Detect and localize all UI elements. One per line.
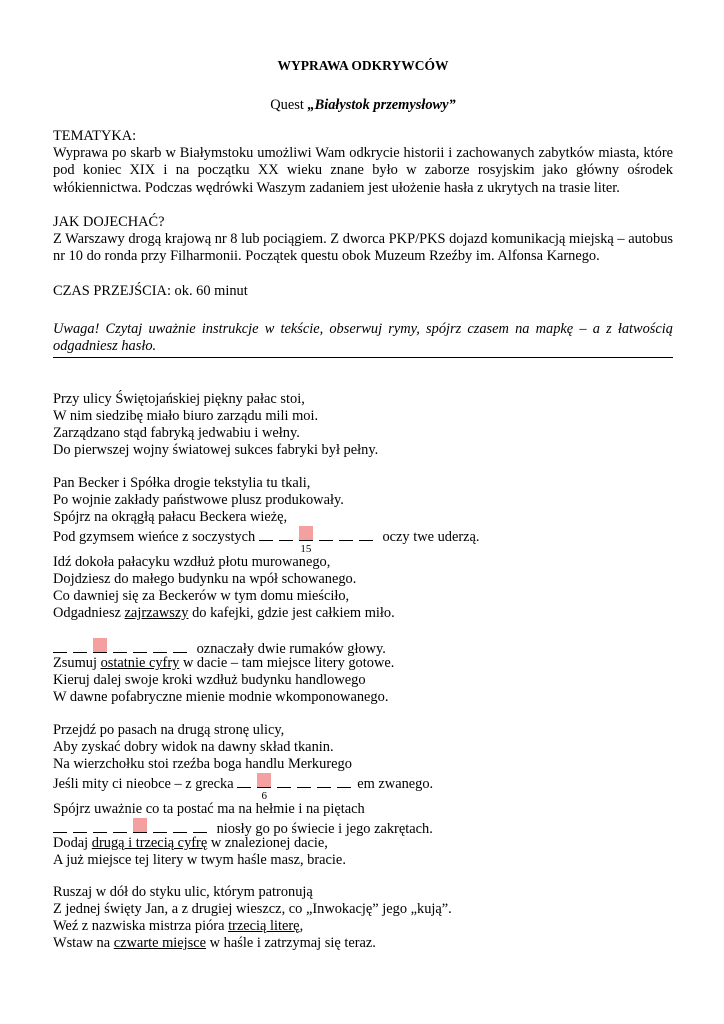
- letter-blank[interactable]: [93, 822, 107, 833]
- poem-line: [53, 935, 673, 952]
- letter-blank[interactable]: [53, 642, 67, 653]
- stanza-3: [53, 638, 673, 706]
- poem-text: em zwanego.: [357, 775, 434, 792]
- letter-blank[interactable]: [113, 642, 127, 653]
- letter-blank[interactable]: [259, 530, 273, 541]
- poem-line: Do pierwszej wojny światowej sukces fabryki był pełny.: [53, 441, 379, 458]
- poem-line: Idź dokoła pałacyku wzdłuż płotu murowanego,: [53, 554, 331, 570]
- letter-blank[interactable]: [339, 530, 353, 541]
- letter-blank[interactable]: [297, 777, 311, 788]
- poem-text: w dacie – tam miejsce litery gotowe.: [182, 654, 395, 671]
- poem-text: Pod gzymsem wieńce z soczystych: [53, 528, 256, 545]
- underlined-clue: trzecią literę: [228, 917, 300, 934]
- poem-text: oznaczały dwie rumaków głowy.: [196, 641, 386, 657]
- poem-line: Na wierzchołku stoi rzeźba boga handlu Merkurego: [53, 755, 352, 772]
- poem-text: Wstaw na: [53, 934, 111, 951]
- letter-blank[interactable]: [193, 822, 207, 833]
- letter-blank[interactable]: [173, 822, 187, 833]
- letter-blank-highlighted[interactable]: [257, 773, 271, 802]
- stanza-6: [53, 884, 673, 952]
- letter-blank[interactable]: [317, 777, 331, 788]
- poem-line: [53, 835, 673, 852]
- poem-line: Przy ulicy Świętojańskiej piękny pałac stoi,: [53, 391, 305, 407]
- letter-blank[interactable]: [359, 530, 373, 541]
- tematyka-heading: TEMATYKA:: [53, 128, 137, 144]
- letter-blank[interactable]: [337, 777, 351, 788]
- letter-blank[interactable]: [173, 642, 187, 653]
- tematyka-text: Wyprawa po skarb w Białymstoku umożliwi Wam odkrycie historii i zachowanych zabytków miasta, które pod koniec XIX i na początku XX wieku znane było w zaborze rosyjskim jako główny ośrodek włókiennictwa. Podczas wędrówki Waszym zadaniem jest ułożenie hasła z ukrytych na trasie liter.: [53, 145, 673, 196]
- poem-line: Kieruj dalej swoje kroki wzdłuż budynku handlowego: [53, 671, 366, 688]
- poem-line-with-blanks: [53, 638, 673, 655]
- poem-text: w haśle i zatrzymaj się teraz.: [209, 934, 376, 951]
- letter-blank-highlighted[interactable]: [133, 818, 147, 833]
- poem-line: W dawne pofabryczne mienie modnie wkomponowanego.: [53, 688, 389, 705]
- letter-blank[interactable]: [153, 822, 167, 833]
- poem-line: Pan Becker i Spółka drogie tekstylia tu tkali,: [53, 475, 311, 491]
- poem-text: oczy twe uderzą.: [382, 528, 480, 545]
- stanza-2-continued: [53, 554, 673, 622]
- poem-text: Dodaj: [53, 834, 89, 851]
- poem-text: Jeśli mity ci nieobce – z greckа: [53, 775, 234, 792]
- letter-blank-highlighted[interactable]: [93, 638, 107, 653]
- stanza-2: [53, 475, 673, 555]
- poem-line: Z jednej święty Jan, a z drugiej wieszcz, co „Inwokację” jego „kują”.: [53, 900, 452, 917]
- poem-line: Spójrz uważnie co ta postać ma na hełmie i na piętach: [53, 801, 365, 817]
- quest-name: „Białystok przemysłowy”: [307, 97, 456, 113]
- poem-line-with-blanks: [53, 818, 673, 835]
- stanza-1: [53, 391, 673, 459]
- poem-line: Ruszaj w dół do styku ulic, którym patronują: [53, 884, 313, 900]
- letter-blank[interactable]: [279, 530, 293, 541]
- quest-prefix: Quest: [270, 97, 304, 113]
- poem-text: niosły go po świecie i jego zakrętach.: [216, 820, 433, 837]
- uwaga-note: Uwaga! Czytaj uważnie instrukcje w tekście, obserwuj rymy, spójrz czasem na mapkę – a z łatwością odgadniesz hasło.: [53, 321, 673, 358]
- letter-blank[interactable]: [73, 822, 87, 833]
- stanza-5: [53, 801, 673, 869]
- underlined-clue: zajrzawszy: [124, 604, 189, 621]
- poem-text: do kafejki, gdzie jest całkiem miło.: [192, 604, 395, 621]
- letter-blank[interactable]: [133, 642, 147, 653]
- dojazd-text: Z Warszawy drogą krajową nr 8 lub pociągiem. Z dworca PKP/PKS dojazd komunikacją miejską – autobus nr 10 do ronda przy Filharmonii. Początek questu obok Muzeum Rzeźby im. Alfonsa Karnego.: [53, 231, 673, 265]
- poem-line: Spójrz na okrągłą pałacu Beckera wieżę,: [53, 508, 288, 525]
- czas-przejscia: CZAS PRZEJŚCIA: ok. 60 minut: [53, 283, 248, 299]
- position-number: 15: [300, 542, 312, 555]
- poem-line: Zarządzano stąd fabryką jedwabiu i wełny.: [53, 424, 300, 441]
- letter-blank[interactable]: [237, 777, 251, 788]
- section-tematyka: [53, 128, 673, 197]
- position-number: 6: [261, 789, 267, 802]
- underlined-clue: czwarte miejsce: [113, 934, 207, 951]
- letter-blank[interactable]: [153, 642, 167, 653]
- poem-text: Odgadniesz: [53, 604, 121, 621]
- poem-line: [53, 605, 673, 622]
- poem-line: A już miejsce tej litery w twym haśle masz, bracie.: [53, 851, 346, 868]
- poem-line: W nim siedzibę miało biuro zarządu mili moi.: [53, 407, 319, 424]
- letter-blank[interactable]: [319, 530, 333, 541]
- poem-text: ,: [299, 917, 304, 934]
- underlined-clue: ostatnie cyfry: [100, 654, 180, 671]
- poem-line-with-blanks: [53, 773, 673, 802]
- underlined-clue: drugą i trzecią cyfrę: [91, 834, 208, 851]
- poem-line: [53, 918, 673, 935]
- poem-line: Po wojnie zakłady państwowe plusz produkowały.: [53, 491, 344, 508]
- letter-blank-highlighted[interactable]: [299, 526, 313, 555]
- letter-blank[interactable]: [277, 777, 291, 788]
- poem-line: Aby zyskać dobry widok na dawny skład tkanin.: [53, 738, 334, 755]
- letter-blank[interactable]: [53, 822, 67, 833]
- poem-text: Zsumuj: [53, 654, 97, 671]
- stanza-4: [53, 722, 673, 802]
- poem-text: Weź z nazwiska mistrza pióra: [53, 917, 225, 934]
- quest-subtitle: [53, 97, 673, 114]
- poem-line: [53, 655, 673, 672]
- document-title: WYPRAWA ODKRYWCÓW: [277, 58, 449, 73]
- dojazd-heading: JAK DOJECHAĆ?: [53, 214, 165, 230]
- letter-blank[interactable]: [113, 822, 127, 833]
- poem-line-with-blanks: [53, 526, 673, 555]
- poem-text: w znalezionej dacie,: [210, 834, 328, 851]
- poem-line: Dojdziesz do małego budynku na wpół schowanego.: [53, 570, 357, 587]
- section-dojazd: [53, 214, 673, 266]
- poem-line: Przejdź po pasach na drugą stronę ulicy,: [53, 722, 285, 738]
- poem-line: Co dawniej się za Beckerów w tym domu mieściło,: [53, 587, 350, 604]
- letter-blank[interactable]: [73, 642, 87, 653]
